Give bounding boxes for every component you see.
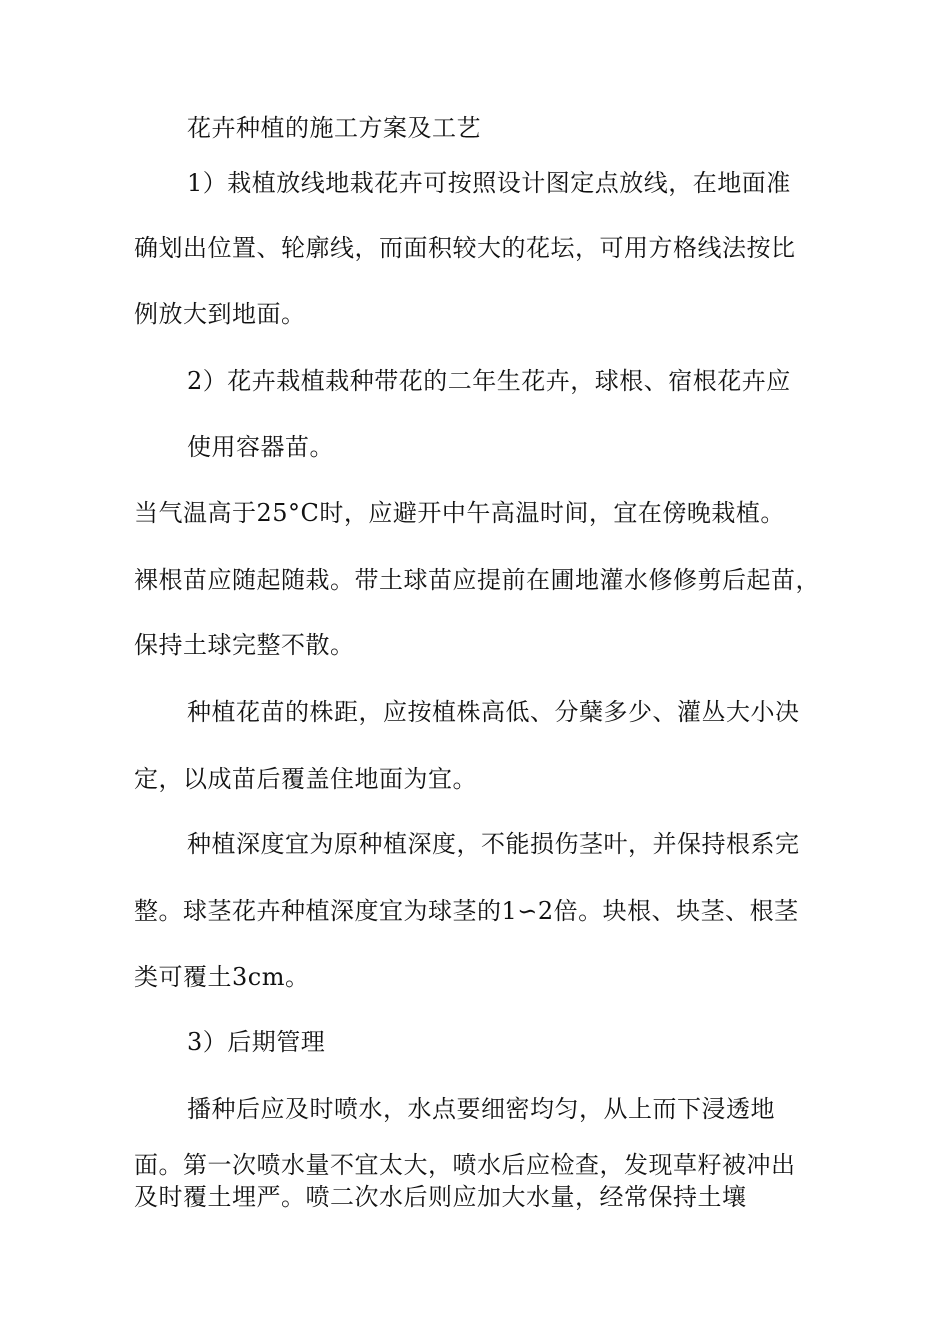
paragraph-line: 面。第一次喷水量不宜太大，喷水后应检查，发现草籽被冲出 xyxy=(134,1151,796,1179)
paragraph-line: 使用容器苗。 xyxy=(187,433,334,461)
paragraph-line: 确划出位置、轮廓线，而面积较大的花坛，可用方格线法按比 xyxy=(134,234,796,262)
paragraph-line: 2）花卉栽植栽种带花的二年生花卉，球根、宿根花卉应 xyxy=(187,367,791,395)
paragraph-line: 例放大到地面。 xyxy=(134,300,306,328)
paragraph-line: 1）栽植放线地栽花卉可按照设计图定点放线，在地面准 xyxy=(187,169,791,197)
paragraph-line: 当气温高于25°C时，应避开中午高温时间，宜在傍晚栽植。 xyxy=(134,499,785,527)
paragraph-line: 类可覆土3cm。 xyxy=(134,963,310,991)
paragraph-line: 整。球茎花卉种植深度宜为球茎的1∽2倍。块根、块茎、根茎 xyxy=(134,897,799,925)
paragraph-line: 及时覆土埋严。喷二次水后则应加大水量，经常保持土壤 xyxy=(134,1183,747,1211)
paragraph-line: 播种后应及时喷水，水点要细密均匀，从上而下浸透地 xyxy=(187,1095,775,1123)
paragraph-line: 种植深度宜为原种植深度，不能损伤茎叶，并保持根系完 xyxy=(187,830,800,858)
paragraph-line: 保持土球完整不散。 xyxy=(134,631,355,659)
paragraph-line: 定，以成苗后覆盖住地面为宜。 xyxy=(134,765,477,793)
document-title: 花卉种植的施工方案及工艺 xyxy=(187,114,481,142)
paragraph-line: 裸根苗应随起随栽。带土球苗应提前在圃地灌水修修剪后起苗， xyxy=(134,566,820,594)
section-heading: 3）后期管理 xyxy=(187,1028,326,1056)
paragraph-line: 种植花苗的株距，应按植株高低、分蘖多少、灌丛大小决 xyxy=(187,698,800,726)
